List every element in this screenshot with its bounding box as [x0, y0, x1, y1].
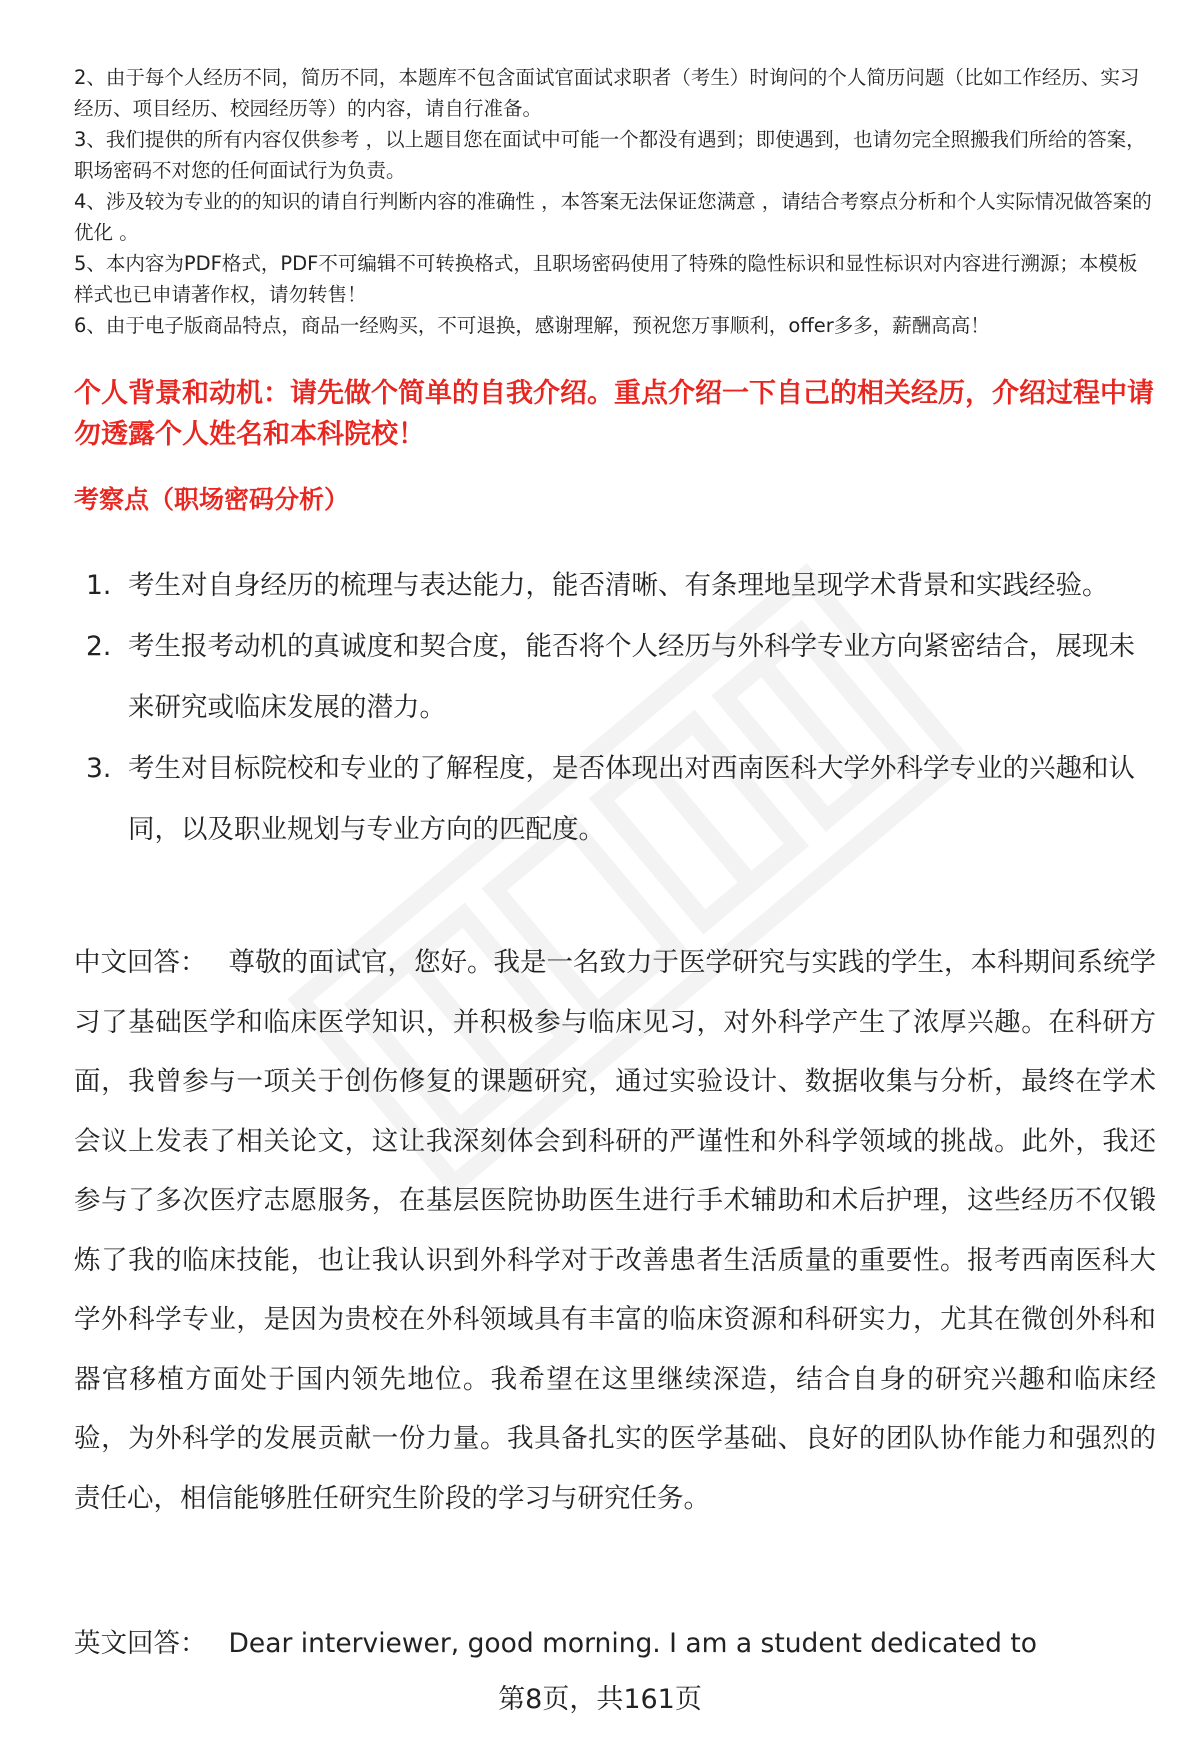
list-text: 考生对自身经历的梳理与表达能力，能否清晰、有条理地呈现学术背景和实践经验。: [128, 570, 1109, 601]
answer-label: 英文回答：: [74, 1628, 207, 1659]
section-title: 考察点（职场密码分析）: [74, 485, 350, 514]
list-number: 2.: [86, 631, 112, 662]
interview-question: 个人背景和动机：请先做个简单的自我介绍。重点介绍一下自己的相关经历，介绍过程中请勿透露个人姓名和本科院校！: [74, 378, 1154, 450]
list-item: [74, 555, 1154, 616]
note-item: 6、由于电子版商品特点，商品一经购买，不可退换，感谢理解，预祝您万事顺利，offer多多，薪酬高高！: [74, 314, 990, 337]
assessment-points: [74, 555, 1154, 860]
list-text: 考生对目标院校和专业的了解程度，是否体现出对西南医科大学外科学专业的兴趣和认同，以及职业规划与专业方向的匹配度。: [128, 753, 1135, 845]
list-number: 3.: [86, 753, 112, 784]
list-item: [74, 738, 1154, 860]
disclaimer-notes: [74, 62, 1154, 341]
note-item: 4、涉及较为专业的的知识的请自行判断内容的准确性 ，本答案无法保证您满意 ，请结合考察点分析和个人实际情况做答案的优化 。: [74, 190, 1152, 244]
note-item: 2、由于每个人经历不同，简历不同，本题库不包含面试官面试求职者（考生）时询问的个人简历问题（比如工作经历、实习经历、项目经历、校园经历等）的内容，请自行准备。: [74, 66, 1140, 120]
answer-text: 尊敬的面试官，您好。我是一名致力于医学研究与实践的学生，本科期间系统学习了基础医学和临床医学知识，并积极参与临床见习，对外科学产生了浓厚兴趣。在科研方面，我曾参与一项关于创伤修复的课题研究，通过实验设计、数据收集与分析，最终在学术会议上发表了相关论文，这让我深刻体会到科研的严谨性和外科学领域的挑战。此外，我还参与了多次医疗志愿服务，在基层医院协助医生进行手术辅助和术后护理，这些经历不仅锻炼了我的临床技能，也让我认识到外科学对于改善患者生活质量的重要性。报考西南医科大学外科学专业，是因为贵校在外科领域具有丰富的临床资源和科研实力，尤其在微创外科和器官移植方面处于国内领先地位。我希望在这里继续深造，结合自身的研究兴趣和临床经验，为外科学的发展贡献一份力量。我具备扎实的医学基础、良好的团队协作能力和强烈的责任心，相信能够胜任研究生阶段的学习与研究任务。: [74, 947, 1156, 1514]
chinese-answer: [74, 933, 1156, 1528]
note-item: 5、本内容为PDF格式，PDF不可编辑不可转换格式，且职场密码使用了特殊的隐性标识和显性标识对内容进行溯源；本模板样式也已申请著作权，请勿转售！: [74, 252, 1138, 306]
list-number: 1.: [86, 570, 112, 601]
page-number: 第8页，共161页: [498, 1684, 702, 1715]
list-item: [74, 616, 1154, 738]
note-item: 3、我们提供的所有内容仅供参考 ，以上题目您在面试中可能一个都没有遇到；即使遇到，也请勿完全照搬我们所给的答案，职场密码不对您的任何面试行为负责。: [74, 128, 1146, 182]
answer-text: Dear interviewer, good morning. I am a student dedicated to: [228, 1628, 1037, 1659]
answer-label: 中文回答：: [74, 947, 207, 978]
english-answer: [74, 1624, 1156, 1664]
list-text: 考生报考动机的真诚度和契合度，能否将个人经历与外科学专业方向紧密结合，展现未来研究或临床发展的潜力。: [128, 631, 1135, 723]
